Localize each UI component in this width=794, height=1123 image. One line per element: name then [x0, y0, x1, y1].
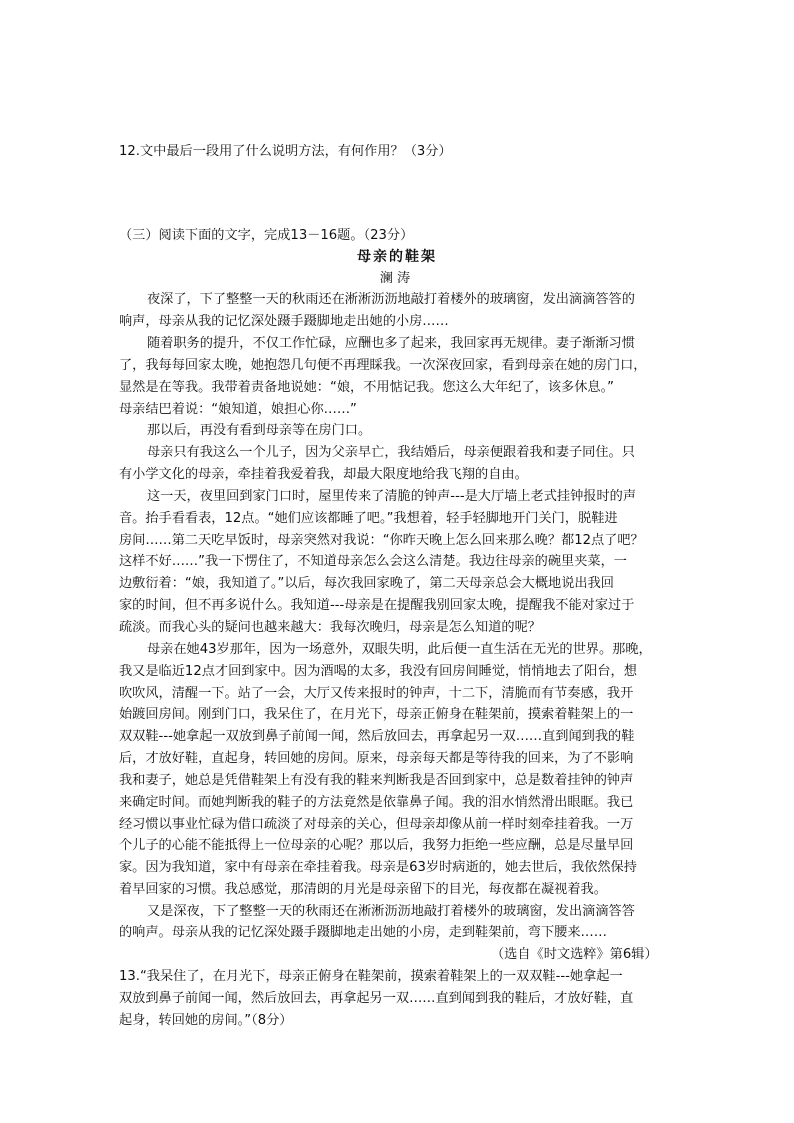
article-title: 母亲的鞋架 — [357, 249, 437, 265]
paragraph-line: 后，才放好鞋，直起身，转回她的房间。原来，母亲每天都是等待我的回来，为了不影响 — [119, 751, 634, 766]
question-13-line: 13.“我呆住了，在月光下，母亲正俯身在鞋架前，摸索着鞋架上的一双双鞋---她拿起一 — [119, 969, 623, 984]
paragraph-line: 了，我每每回家太晚，她抱怨几句便不再理睬我。一次深夜回家，看到母亲在她的房门口， — [119, 358, 647, 373]
paragraph-line: 家的时间，但不再多说什么。我知道---母亲是在提醒我别回家太晚，提醒我不能对家过于 — [119, 598, 635, 613]
paragraph-line: 着早回家的习惯。我总感觉，那清朗的月光是母亲留下的目光，每夜都在凝视着我。 — [119, 882, 607, 897]
paragraph-line: 那以后，再没有看到母亲等在房门口。 — [147, 423, 372, 438]
paragraph-line: 来确定时间。而她判断我的鞋子的方法竟然是依靠鼻子闻。我的泪水悄然滑出眼眶。我已 — [119, 795, 634, 810]
article-author: 澜涛 — [379, 271, 415, 286]
paragraph-line: 家。因为我知道，家中有母亲在牵挂着我。母亲是63岁时病逝的，她去世后，我依然保持 — [119, 860, 637, 875]
paragraph-line: 双双鞋---她拿起一双放到鼻子前闻一闻，然后放回去，再拿起另一双……直到闻到我的鞋 — [119, 729, 635, 744]
paragraph-line: 母亲结巴着说：“娘知道，娘担心你……” — [119, 402, 357, 417]
paragraph-line: 母亲在她43岁那年，因为一场意外，双眼失明，此后便一直生活在无光的世界。那晚， — [147, 642, 652, 657]
section-heading: （三）阅读下面的文字，完成13－16题。（23分） — [119, 228, 414, 243]
paragraph-line: 我又是临近12点才回到家中。因为酒喝的太多，我没有回房间睡觉，悄悄地去了阳台，想 — [119, 664, 637, 679]
paragraph-line: 这样不好……”我一下愣住了，不知道母亲怎么会这么清楚。我边往母亲的碗里夹菜，一 — [119, 554, 627, 569]
question-12: 12.文中最后一段用了什么说明方法，有何作用？（3分） — [119, 144, 452, 159]
paragraph-line: 母亲只有我这么一个儿子，因为父亲早亡，我结婚后，母亲便跟着我和妻子同住。只 — [147, 445, 635, 460]
paragraph-line: 的响声。母亲从我的记忆深处蹑手蹑脚地走出她的小房，走到鞋架前，弯下腰来…… — [119, 925, 607, 940]
paragraph-line: 音。抬手看看表，12点。“她们应该都睡了吧。”我想着，轻手轻脚地开门关门，脱鞋进 — [119, 511, 618, 526]
paragraph-line: 随着职务的提升，不仅工作忙碌，应酬也多了起来，我回家再无规律。妻子渐渐习惯 — [147, 336, 635, 351]
question-13-line: 起身，转回她的房间。”（8分） — [119, 1013, 293, 1028]
paragraph-line: 个儿子的心能不能抵得上一位母亲的心呢？那以后，我努力拒绝一些应酬，总是尽量早回 — [119, 838, 634, 853]
paragraph-line: 始踱回房间。刚到门口，我呆住了，在月光下，母亲正俯身在鞋架前，摸索着鞋架上的一 — [119, 707, 634, 722]
paragraph-line: 我和妻子，她总是凭借鞋架上有没有我的鞋来判断我是否回到家中，总是数着挂钟的钟声 — [119, 773, 634, 788]
paragraph-line: 夜深了，下了整整一天的秋雨还在淅淅沥沥地敲打着楼外的玻璃窗，发出滴滴答答的 — [147, 292, 635, 307]
paragraph-line: 疏淡。而我心头的疑问也越来越大：我每次晚归，母亲是怎么知道的呢？ — [119, 620, 541, 635]
paragraph-line: 又是深夜，下了整整一天的秋雨还在淅淅沥沥地敲打着楼外的玻璃窗，发出滴滴答答 — [147, 904, 635, 919]
paragraph-line: 边敷衍着：“娘，我知道了。”以后，每次我回家晚了，第二天母亲总会大概地说出我回 — [119, 576, 614, 591]
paragraph-line: 显然是在等我。我带着责备地说她：“娘，不用惦记我。您这么大年纪了，该多休息。” — [119, 380, 614, 395]
paragraph-line: 响声，母亲从我的记忆深处蹑手蹑脚地走出她的小房…… — [119, 314, 449, 329]
paragraph-line: 房间……第二天吃早饭时，母亲突然对我说：“你昨天晚上怎么回来那么晚？都12点了吧？ — [119, 533, 644, 548]
question-13-line: 双放到鼻子前闻一闻，然后放回去，再拿起另一双……直到闻到我的鞋后，才放好鞋，直 — [119, 991, 634, 1006]
paragraph-line: 吹吹风，清醒一下。站了一会，大厅又传来报时的钟声，十二下，清脆而有节奏感，我开 — [119, 686, 634, 701]
paragraph-line: 有小学文化的母亲，牵挂着我爱着我，却最大限度地给我飞翔的自由。 — [119, 467, 528, 482]
paragraph-line: 经习惯以事业忙碌为借口疏淡了对母亲的关心，但母亲却像从前一样时刻牵挂着我。一万 — [119, 817, 634, 832]
source-citation: （选自《时文选粹》第6辑） — [491, 947, 658, 962]
paragraph-line: 这一天，夜里回到家门口时，屋里传来了清脆的钟声---是大厅墙上老式挂钟报时的声 — [147, 489, 637, 504]
